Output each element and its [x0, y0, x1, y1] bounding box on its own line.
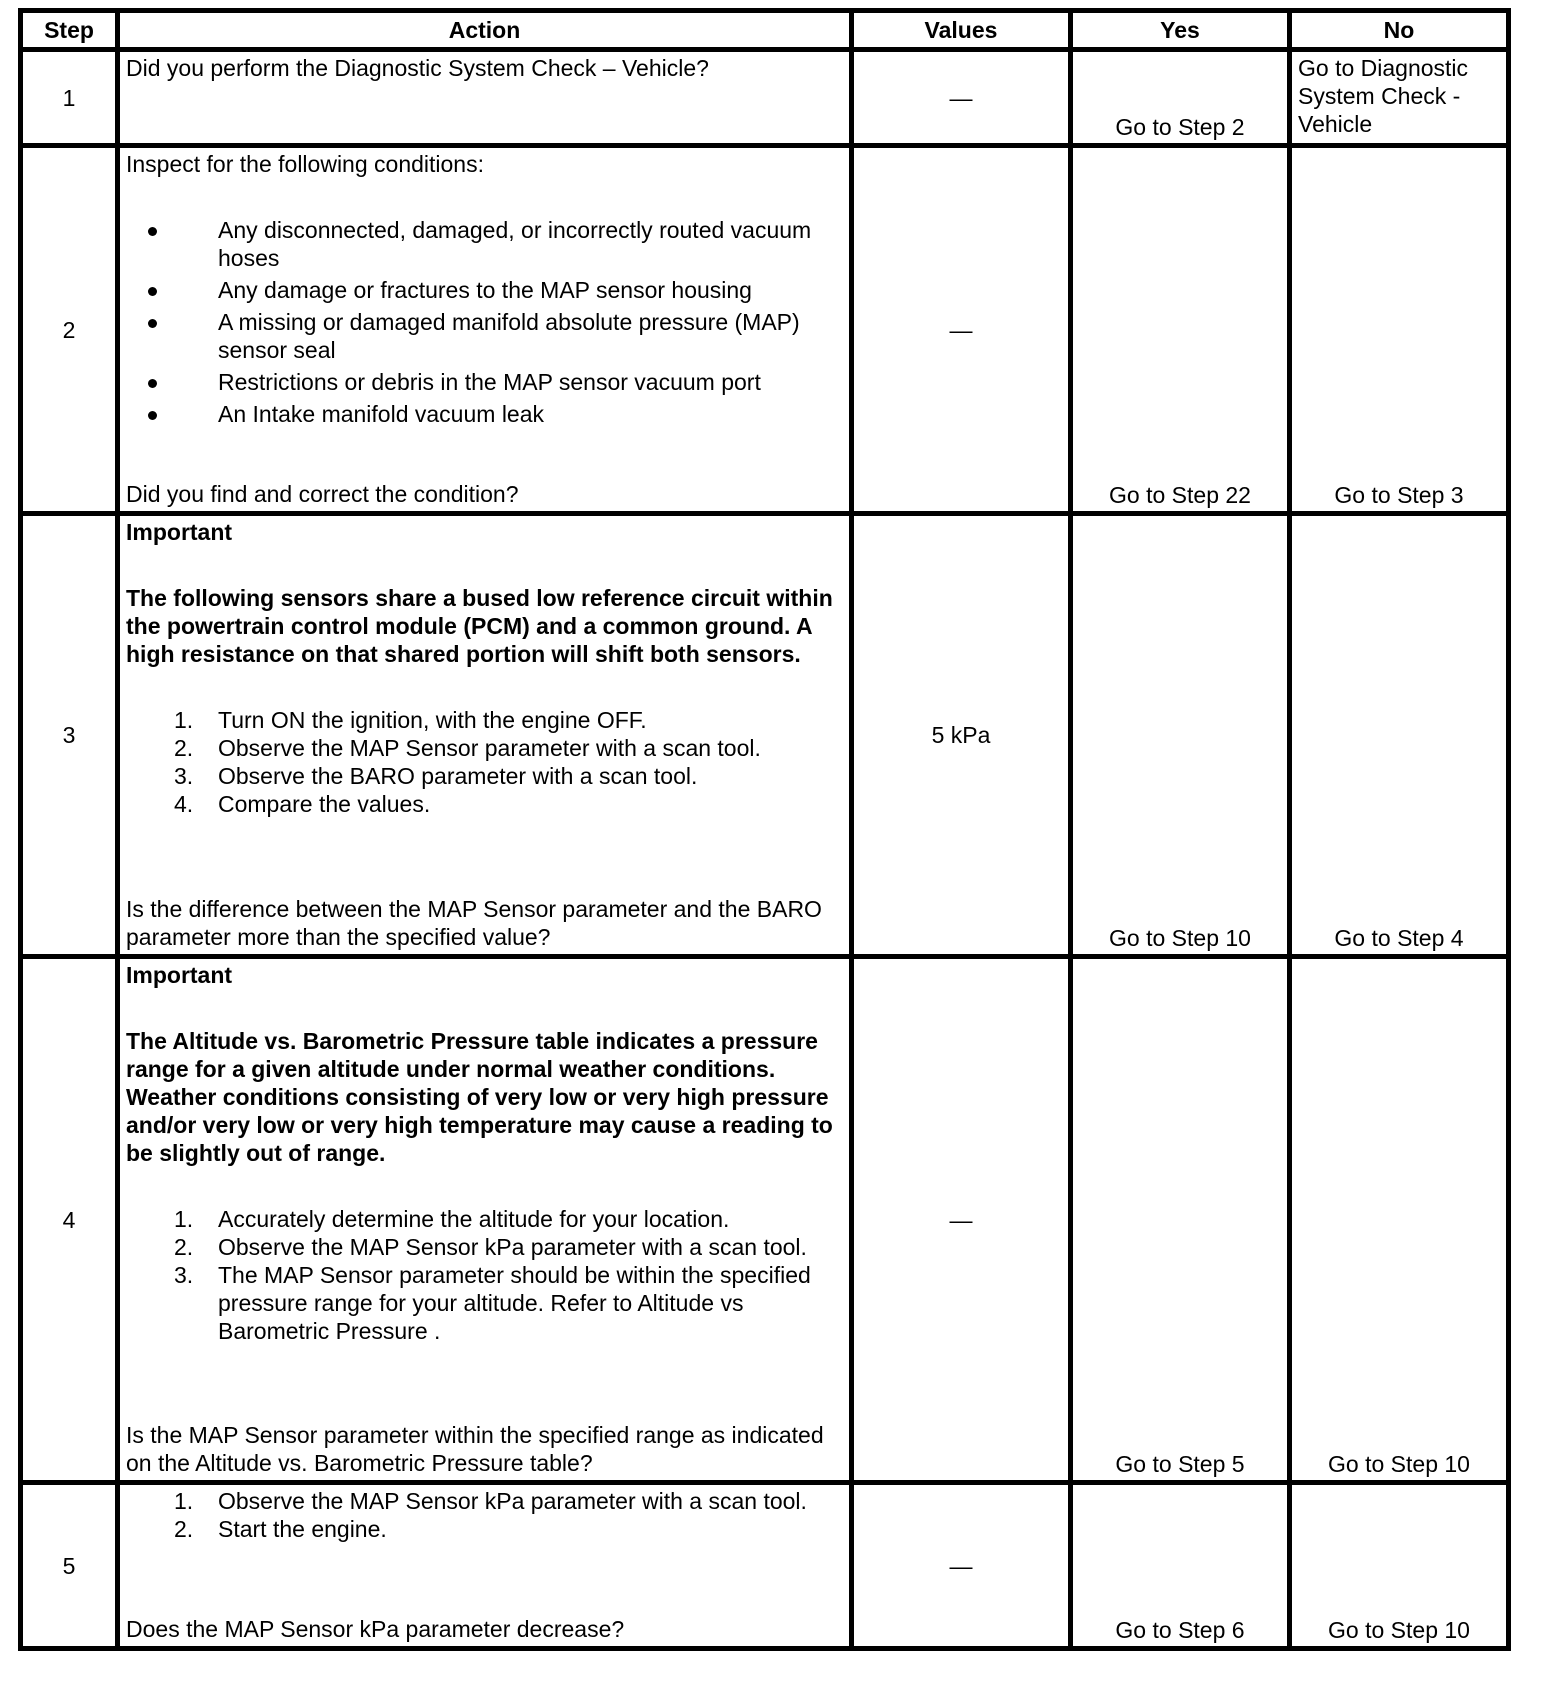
- bullet-icon: [148, 319, 157, 328]
- step-number: 3: [21, 514, 118, 957]
- step-number: 4: [21, 957, 118, 1483]
- list-item: 1. Accurately determine the altitude for your location.: [174, 1206, 730, 1232]
- important-label: Important: [126, 962, 233, 988]
- bullet-icon: [148, 411, 157, 420]
- action-question: Did you perform the Diagnostic System Check – Vehicle?: [126, 55, 709, 81]
- table-row-step-2: [21, 146, 1509, 514]
- list-item: 3. The MAP Sensor parameter should be within the specified pressure range for your altitude. Refer to Altitude vs Barometric Pressure .: [174, 1262, 811, 1344]
- yes-cell: Go to Step 6: [1071, 1483, 1290, 1649]
- step-number: 5: [21, 1483, 118, 1649]
- action-question: Is the difference between the MAP Sensor parameter and the BARO parameter more than the specified value?: [126, 896, 822, 950]
- list-item: A missing or damaged manifold absolute pressure (MAP) sensor seal: [126, 308, 843, 364]
- no-cell: Go to Diagnostic System Check - Vehicle: [1290, 50, 1509, 146]
- table-row-step-1: [21, 50, 1509, 146]
- value-cell: —: [852, 50, 1071, 146]
- procedure-list: [126, 1205, 843, 1345]
- no-cell: Go to Step 10: [1290, 957, 1509, 1483]
- action-cell: [118, 514, 852, 957]
- important-note: The Altitude vs. Barometric Pressure table indicates a pressure range for a given altitude under normal weather conditions. Weather conditions consisting of very low or very high pressure and/or very low or very high temperature may cause a reading to be slightly out of range.: [126, 1028, 833, 1166]
- value-cell: —: [852, 146, 1071, 514]
- list-item: 1. Observe the MAP Sensor kPa parameter with a scan tool.: [174, 1488, 807, 1514]
- list-item: 2. Observe the MAP Sensor parameter with a scan tool.: [174, 735, 761, 761]
- header-step: Step: [21, 11, 118, 50]
- list-item: 4. Compare the values.: [174, 791, 431, 817]
- bullet-icon: [148, 227, 157, 236]
- list-item: 3. Observe the BARO parameter with a scan tool.: [174, 763, 698, 789]
- action-cell: [118, 146, 852, 514]
- list-item: Any disconnected, damaged, or incorrectly routed vacuum hoses: [126, 216, 843, 272]
- value-cell: —: [852, 1483, 1071, 1649]
- table-row-step-4: [21, 957, 1509, 1483]
- value-cell: —: [852, 957, 1071, 1483]
- list-item: Any damage or fractures to the MAP sensor housing: [126, 276, 843, 304]
- header-no: No: [1290, 11, 1509, 50]
- action-intro: Inspect for the following conditions:: [126, 151, 484, 177]
- important-label: Important: [126, 519, 233, 545]
- procedure-list: [126, 1487, 843, 1543]
- step-number: 1: [21, 50, 118, 146]
- step-number: 2: [21, 146, 118, 514]
- header-yes: Yes: [1071, 11, 1290, 50]
- header-values: Values: [852, 11, 1071, 50]
- table-row-step-3: [21, 514, 1509, 957]
- header-action: Action: [118, 11, 852, 50]
- table-row-step-5: [21, 1483, 1509, 1649]
- list-item: 2. Start the engine.: [174, 1516, 387, 1542]
- action-question: Is the MAP Sensor parameter within the specified range as indicated on the Altitude vs. Barometric Pressure table?: [126, 1422, 824, 1476]
- action-cell: [118, 1483, 852, 1649]
- list-item: Restrictions or debris in the MAP sensor vacuum port: [126, 368, 843, 396]
- bullet-icon: [148, 379, 157, 388]
- action-question: Does the MAP Sensor kPa parameter decrease?: [126, 1616, 625, 1642]
- no-cell: Go to Step 3: [1290, 146, 1509, 514]
- yes-cell: Go to Step 5: [1071, 957, 1290, 1483]
- no-cell: Go to Step 4: [1290, 514, 1509, 957]
- action-cell: [118, 50, 852, 146]
- procedure-list: [126, 706, 843, 818]
- value-cell: 5 kPa: [852, 514, 1071, 957]
- list-item: 1. Turn ON the ignition, with the engine OFF.: [174, 707, 647, 733]
- no-cell: Go to Step 10: [1290, 1483, 1509, 1649]
- yes-cell: Go to Step 22: [1071, 146, 1290, 514]
- condition-list: [126, 216, 843, 428]
- action-cell: [118, 957, 852, 1483]
- list-item: 2. Observe the MAP Sensor kPa parameter with a scan tool.: [174, 1234, 807, 1260]
- yes-cell: Go to Step 2: [1071, 50, 1290, 146]
- yes-cell: Go to Step 10: [1071, 514, 1290, 957]
- list-item: An Intake manifold vacuum leak: [126, 400, 843, 428]
- header-row: [21, 11, 1509, 50]
- important-note: The following sensors share a bused low reference circuit within the powertrain control module (PCM) and a common ground. A high resistance on that shared portion will shift both sensors.: [126, 585, 833, 667]
- diagnostic-table: [18, 8, 1511, 1651]
- bullet-icon: [148, 287, 157, 296]
- action-question: Did you find and correct the condition?: [126, 481, 519, 507]
